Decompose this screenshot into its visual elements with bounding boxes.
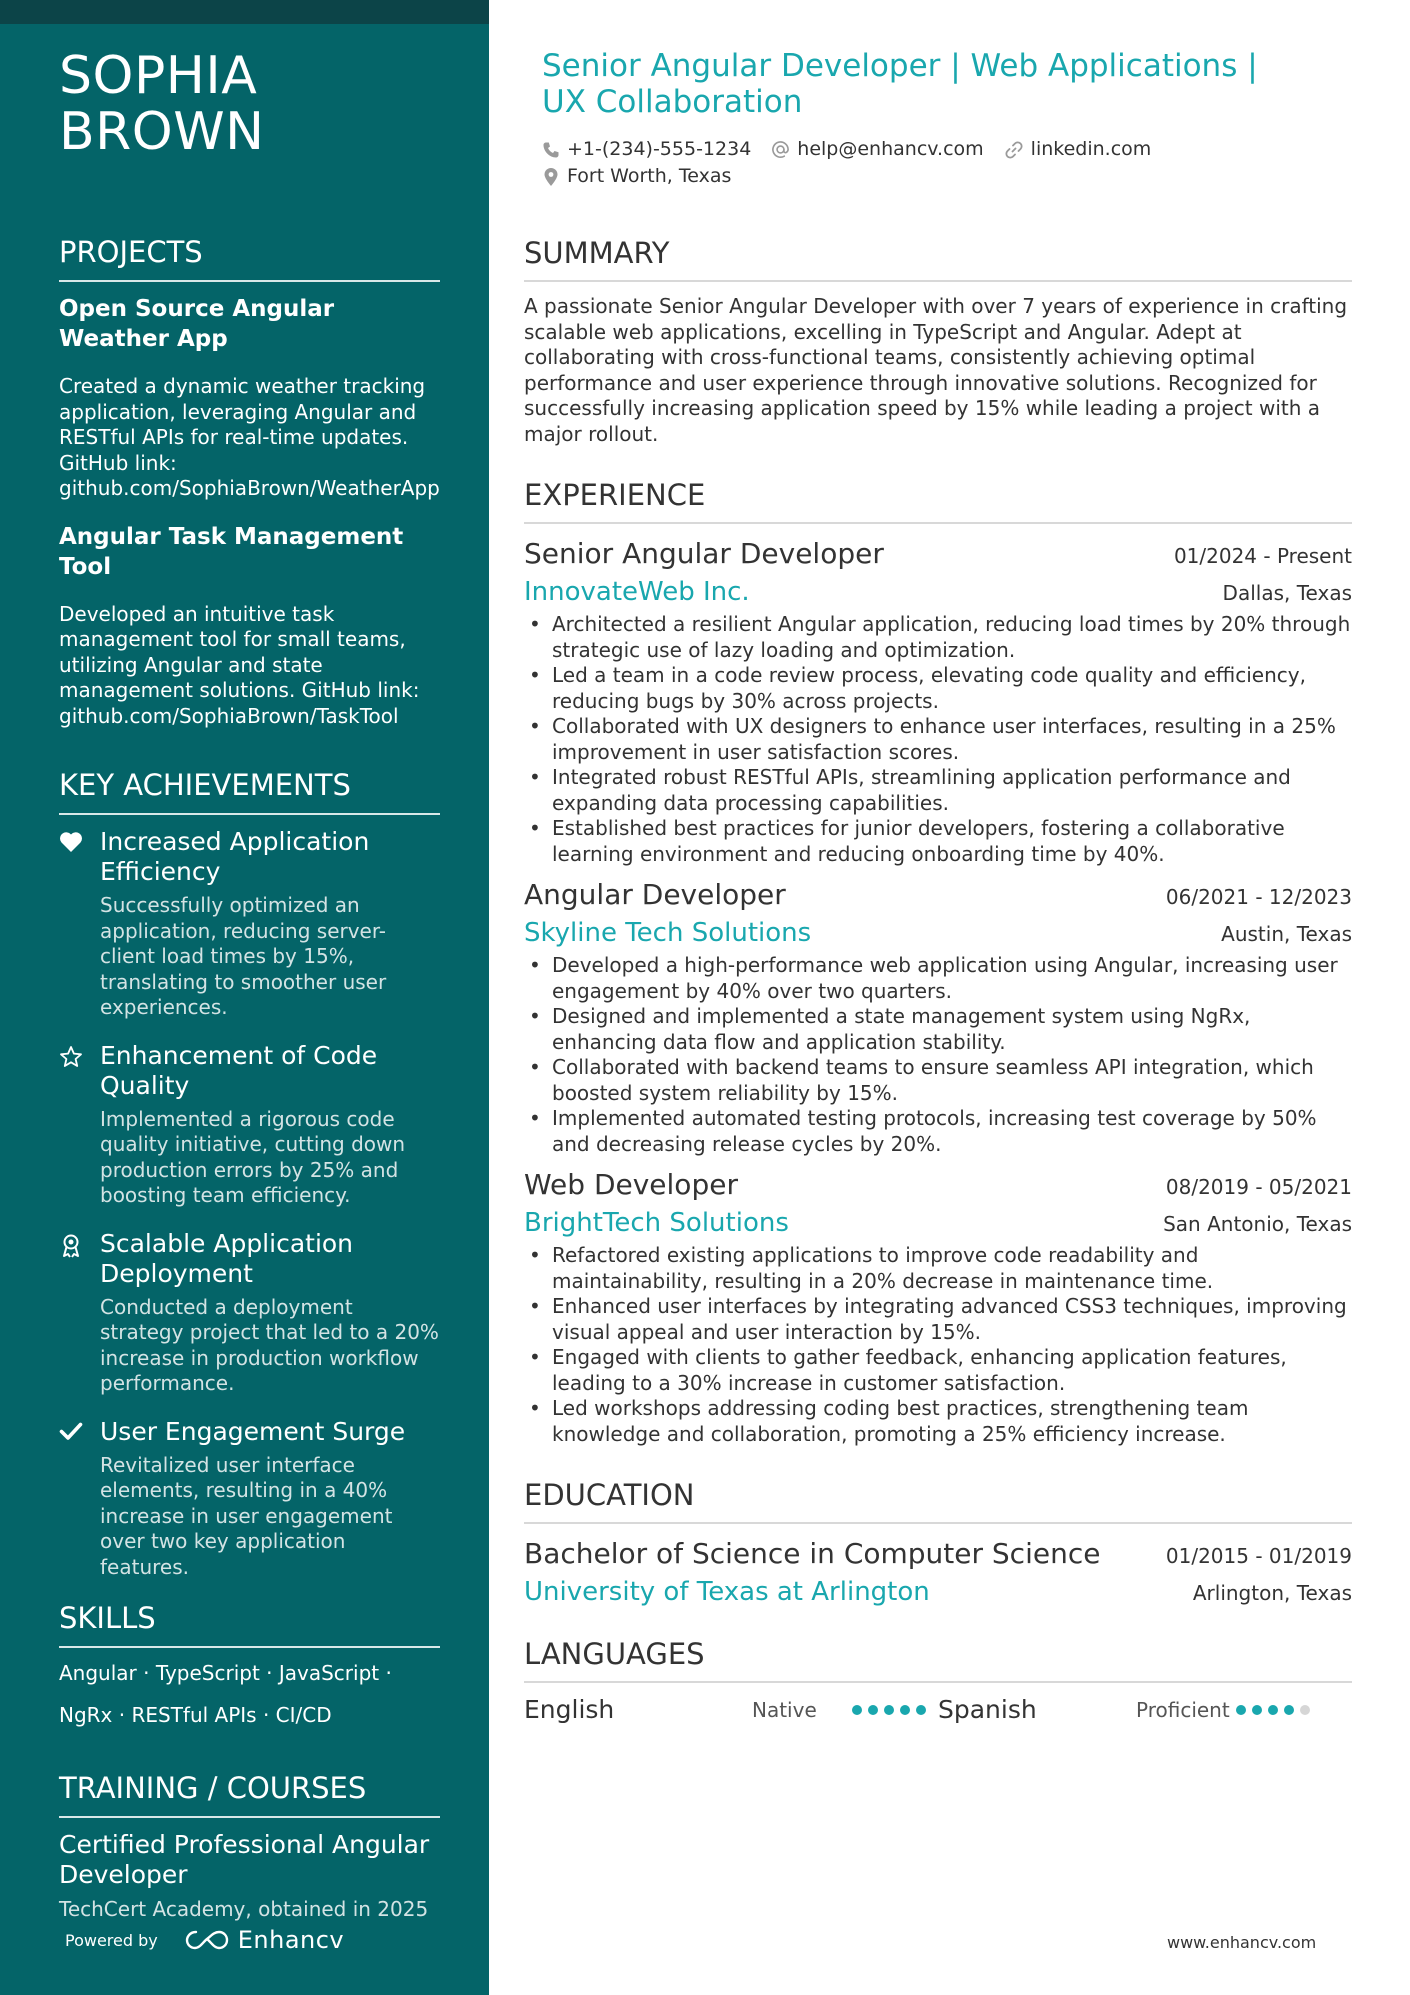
education-section	[524, 1477, 1352, 1608]
achievements-heading: KEY ACHIEVEMENTS	[59, 767, 440, 815]
enhancv-logo-link[interactable]	[184, 1926, 344, 1954]
location-contact	[542, 163, 731, 190]
powered-by	[65, 1926, 344, 1954]
rating-dot-filled	[1236, 1705, 1246, 1715]
bullet-item: • Architected a resilient Angular application, reducing load times by 20% through strategic use of lazy loading and optimization.	[524, 612, 1352, 663]
job-entry	[524, 536, 1352, 867]
achievement-item	[59, 1041, 440, 1209]
bullet-item: • Established best practices for junior developers, fostering a collaborative learning environment and reducing onboarding time by 40%.	[524, 816, 1352, 867]
achievements-section	[59, 767, 440, 1580]
languages-list	[524, 1695, 1352, 1724]
linkedin-contact[interactable]	[1004, 136, 1152, 163]
phone-number: +1-(234)-555-1234	[567, 138, 752, 160]
experience-section	[524, 477, 1352, 1447]
course-title: Certified Professional Angular Developer	[59, 1830, 430, 1889]
project-title: Angular Task Management Tool	[59, 523, 404, 580]
powered-by-label: Powered by	[65, 1930, 158, 1950]
language-level: Proficient	[1136, 1697, 1230, 1722]
bullet-item: • Enhanced user interfaces by integrating advanced CSS3 techniques, improving visual appeal and user interaction by 15%.	[524, 1294, 1352, 1345]
at-icon	[771, 140, 790, 159]
job-title: Web Developer	[524, 1168, 738, 1201]
job-dates: 06/2021 - 12/2023	[1165, 885, 1352, 909]
achievement-item	[59, 827, 440, 1021]
summary-text: A passionate Senior Angular Developer with over 7 years of experience in crafting scalable web applications, excelling in TypeScript and Angular. Adept at collaborating with cross-functional teams, consistently achieving optimal performance and user experience through innovative solutions. Recognized for successfully increasing application speed by 15% while leading a project with a major rollout.	[524, 294, 1348, 446]
location-text: Fort Worth, Texas	[567, 165, 732, 187]
job-entry	[524, 877, 1352, 1157]
language-item	[938, 1695, 1352, 1724]
rating-dot-filled	[900, 1705, 910, 1715]
company-name: InnovateWeb Inc.	[524, 577, 750, 607]
achievement-title: Scalable Application Deployment	[100, 1228, 354, 1288]
rating-dot-filled	[884, 1705, 894, 1715]
bullet-item: • Integrated robust RESTful APIs, streamlining application performance and expanding data processing capabilities.	[524, 765, 1352, 816]
job-title: Senior Angular Developer	[524, 537, 884, 570]
bullet-item: • Implemented automated testing protocols, increasing test coverage by 50% and decreasing release cycles by 20%.	[524, 1106, 1352, 1157]
bullet-item: • Collaborated with backend teams to ensure seamless API integration, which boosted system reliability by 15%.	[524, 1055, 1352, 1106]
summary-heading: SUMMARY	[524, 235, 1352, 282]
company-name: BrightTech Solutions	[524, 1208, 789, 1238]
job-bullets	[524, 1243, 1352, 1447]
email-contact[interactable]	[771, 136, 983, 163]
bullet-item: • Led workshops addressing coding best practices, strengthening team knowledge and collaboration, promoting a 25% efficiency increase.	[524, 1396, 1352, 1447]
sidebar-top-bar	[0, 0, 489, 24]
heart-icon	[59, 827, 100, 1021]
bullet-item: • Engaged with clients to gather feedback, enhancing application features, leading to a 30% increase in customer satisfaction.	[524, 1345, 1352, 1396]
job-dates: 08/2019 - 05/2021	[1165, 1175, 1352, 1199]
job-title: Angular Developer	[524, 878, 786, 911]
bullet-item: • Designed and implemented a state management system using NgRx, enhancing data flow and application stability.	[524, 1004, 1352, 1055]
training-heading: TRAINING / COURSES	[59, 1770, 440, 1818]
main-content	[524, 48, 1352, 1724]
language-item	[524, 1695, 938, 1724]
job-location: Dallas, Texas	[1222, 581, 1352, 605]
rating-dot-filled	[916, 1705, 926, 1715]
last-name: BROWN	[59, 102, 265, 162]
language-rating	[852, 1705, 926, 1715]
rating-dot-empty	[1300, 1705, 1310, 1715]
languages-heading: LANGUAGES	[524, 1636, 1352, 1683]
language-name: Spanish	[938, 1695, 1037, 1724]
project-title: Open Source Angular Weather App	[59, 296, 335, 352]
email-address: help@enhancv.com	[797, 138, 984, 160]
job-location: Austin, Texas	[1221, 922, 1352, 946]
experience-heading: EXPERIENCE	[524, 477, 1352, 524]
candidate-name	[59, 48, 440, 160]
achievement-description: Successfully optimized an application, reducing server-client load times by 15%, translating to smoother user experiences.	[100, 893, 387, 1019]
degree: Bachelor of Science in Computer Science	[524, 1537, 1101, 1570]
award-icon	[59, 1229, 100, 1397]
training-section	[59, 1770, 440, 1922]
achievement-title: Enhancement of Code Quality	[100, 1040, 378, 1100]
course-provider: TechCert Academy, obtained in 2025	[59, 1897, 429, 1921]
check-icon	[59, 1417, 100, 1581]
skills-heading: SKILLS	[59, 1600, 440, 1648]
skills-list: NgRx · RESTful APIs · CI/CD	[59, 1703, 332, 1727]
rating-dot-filled	[1268, 1705, 1278, 1715]
project-description: Developed an intuitive task management tool for small teams, utilizing Angular and state management solutions. GitHub link: github.com/SophiaBrown/TaskTool	[59, 601, 420, 728]
bullet-item: • Led a team in a code review process, elevating code quality and efficiency, reducing bugs by 30% across projects.	[524, 663, 1352, 714]
project-description: Created a dynamic weather tracking application, leveraging Angular and RESTful APIs for real-time updates. GitHub link: github.com/SophiaBrown/WeatherApp	[59, 374, 440, 500]
website-footer[interactable]: www.enhancv.com	[1167, 1933, 1317, 1952]
job-dates: 01/2024 - Present	[1173, 544, 1352, 568]
education-dates: 01/2015 - 01/2019	[1165, 1544, 1352, 1568]
language-rating	[1236, 1705, 1310, 1715]
job-location: San Antonio, Texas	[1163, 1212, 1352, 1236]
achievement-item	[59, 1229, 440, 1397]
achievement-title: User Engagement Surge	[100, 1416, 406, 1446]
achievement-description: Revitalized user interface elements, resulting in a 40% increase in user engagement over two key application features.	[100, 1452, 393, 1579]
achievement-item	[59, 1417, 440, 1581]
achievement-description: Conducted a deployment strategy project that led to a 20% increase in production workflow performance.	[100, 1294, 439, 1395]
summary-section	[524, 235, 1352, 447]
enhancv-brand: Enhancv	[237, 1926, 345, 1954]
projects-section	[59, 234, 440, 729]
language-level: Native	[752, 1697, 817, 1722]
linkedin-url: linkedin.com	[1030, 138, 1152, 160]
location-pin-icon	[542, 167, 560, 187]
first-name: SOPHIA	[59, 46, 258, 106]
rating-dot-filled	[852, 1705, 862, 1715]
star-icon	[59, 1041, 100, 1209]
languages-section	[524, 1636, 1352, 1724]
rating-dot-filled	[1284, 1705, 1294, 1715]
job-bullets	[524, 953, 1352, 1157]
bullet-item: • Collaborated with UX designers to enhance user interfaces, resulting in a 25% improvement in user satisfaction scores.	[524, 714, 1352, 765]
headline: Senior Angular Developer | Web Applications | UX Collaboration	[542, 48, 1258, 120]
skills-list: Angular · TypeScript · JavaScript ·	[59, 1661, 392, 1685]
contact-info	[524, 136, 1352, 190]
achievement-title: Increased Application Efficiency	[100, 827, 370, 886]
bullet-item: • Refactored existing applications to improve code readability and maintainability, resulting in a 20% decrease in maintenance time.	[524, 1243, 1352, 1294]
language-name: English	[524, 1695, 615, 1724]
school-location: Arlington, Texas	[1192, 1581, 1352, 1605]
phone-icon	[542, 141, 560, 159]
rating-dot-filled	[868, 1705, 878, 1715]
enhancv-logo-icon	[184, 1928, 230, 1952]
rating-dot-filled	[1252, 1705, 1262, 1715]
education-heading: EDUCATION	[524, 1477, 1352, 1524]
sidebar-content	[59, 48, 440, 1922]
phone-contact[interactable]	[542, 136, 751, 163]
projects-heading: PROJECTS	[59, 234, 440, 282]
job-bullets	[524, 612, 1352, 867]
job-entry	[524, 1167, 1352, 1447]
company-name: Skyline Tech Solutions	[524, 918, 812, 948]
achievement-description: Implemented a rigorous code quality initiative, cutting down production errors by 25% and boosting team efficiency.	[100, 1106, 406, 1207]
sidebar	[0, 0, 489, 1995]
skills-section	[59, 1600, 440, 1736]
school-name: University of Texas at Arlington	[524, 1577, 930, 1607]
bullet-item: • Developed a high-performance web application using Angular, increasing user engagement by 40% over two quarters.	[524, 953, 1352, 1004]
link-icon	[1004, 140, 1024, 160]
